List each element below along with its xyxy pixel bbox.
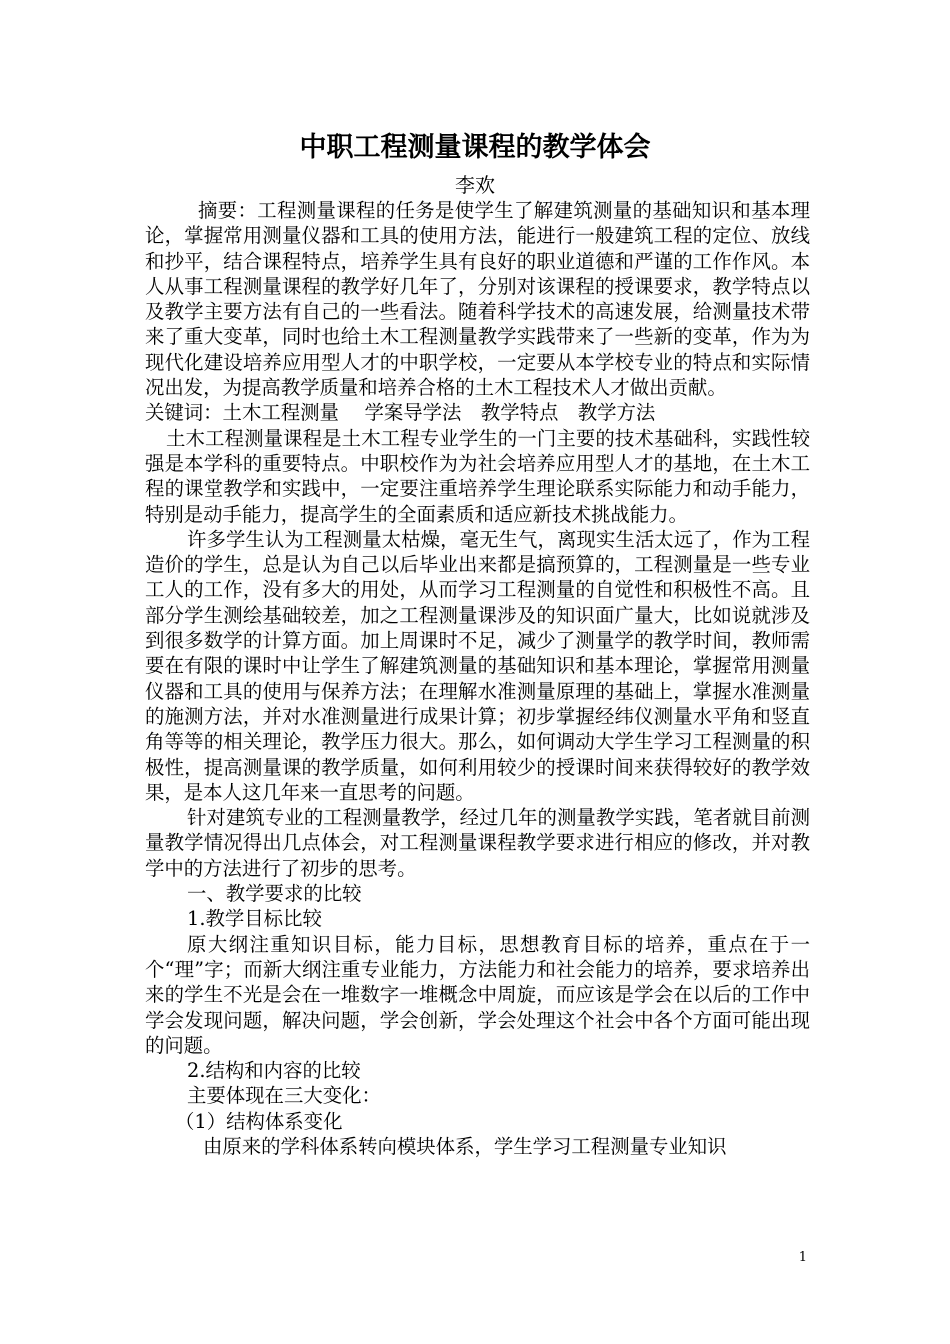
keywords-line: 关键词：土木工程测量 学案导学法 教学特点 教学方法: [145, 401, 656, 425]
subsection-heading: 2.结构和内容的比较: [187, 1059, 361, 1083]
body-paragraph: 主要体现在三大变化：: [187, 1084, 381, 1108]
body-paragraph: 由原来的学科体系转向模块体系，学生学习工程测量专业知识: [203, 1134, 727, 1158]
document-body: [145, 198, 810, 1159]
body-paragraph: 土木工程测量课程是土木工程专业学生的一门主要的技术基础科，实践性较强是本学科的重要特点。中职校作为为社会培养应用型人才的基地，在土木工程的课堂教学和实践中，一定要注重培养学生理论联系实际能力和动手能力，特别是动手能力，提高学生的全面素质和适应新技术挑战能力。: [145, 426, 810, 526]
abstract-paragraph: 摘要：工程测量课程的任务是使学生了解建筑测量的基础知识和基本理论，掌握常用测量仪器和工具的使用方法，能进行一般建筑工程的定位、放线和抄平，结合课程特点，培养学生具有良好的职业道德和严谨的工作作风。本人从事工程测量课程的教学好几年了，分别对该课程的授课要求，教学特点以及教学主要方法有自己的一些看法。随着科学技术的高速发展，给测量技术带来了重大变革，同时也给土木工程测量教学实践带来了一些新的变革，作为为现代化建设培养应用型人才的中职学校，一定要从本学校专业的特点和实际情况出发，为提高教学质量和培养合格的土木工程技术人才做出贡献。: [145, 199, 810, 400]
body-paragraph: 原大纲注重知识目标，能力目标，思想教育目标的培养，重点在于一个“理”字；而新大纲注重专业能力，方法能力和社会能力的培养，要求培养出来的学生不光是会在一堆数字一堆概念中周旋，而应该是学会在以后的工作中学会发现问题，解决问题，学会创新，学会处理这个社会中各个方面可能出现的问题。: [145, 932, 810, 1057]
subsection-heading: 1.教学目标比较: [187, 907, 322, 931]
body-paragraph: 针对建筑专业的工程测量教学，经过几年的测量教学实践，笔者就目前测量教学情况得出几点体会，对工程测量课程教学要求进行相应的修改，并对教学中的方法进行了初步的思考。: [145, 806, 810, 880]
list-item-heading: （1）结构体系变化: [175, 1109, 343, 1133]
page-number: 1: [798, 1250, 807, 1265]
section-heading: 一、教学要求的比较: [187, 882, 362, 906]
body-paragraph: 许多学生认为工程测量太枯燥，毫无生气，离现实生活太远了，作为工程造价的学生，总是认为自己以后毕业出来都是搞预算的，工程测量是一些专业工人的工作，没有多大的用处，从而学习工程测量的自觉性和积极性不高。且部分学生测绘基础较差，加之工程测量课涉及的知识面广量大，比如说就涉及到很多数学的计算方面。加上周课时不足，减少了测量学的教学时间，教师需要在有限的课时中让学生了解建筑测量的基础知识和基本理论，掌握常用测量仪器和工具的使用与保养方法；在理解水准测量原理的基础上，掌握水准测量的施测方法，并对水准测量进行成果计算；初步掌握经纬仪测量水平角和竖直角等等的相关理论，教学压力很大。那么，如何调动大学生学习工程测量的积极性，提高测量课的教学质量，如何利用较少的授课时间来获得较好的教学效果，是本人这几年来一直思考的问题。: [145, 527, 810, 804]
document-title: 中职工程测量课程的教学体会: [299, 132, 651, 163]
author-name: 李欢: [455, 173, 495, 197]
